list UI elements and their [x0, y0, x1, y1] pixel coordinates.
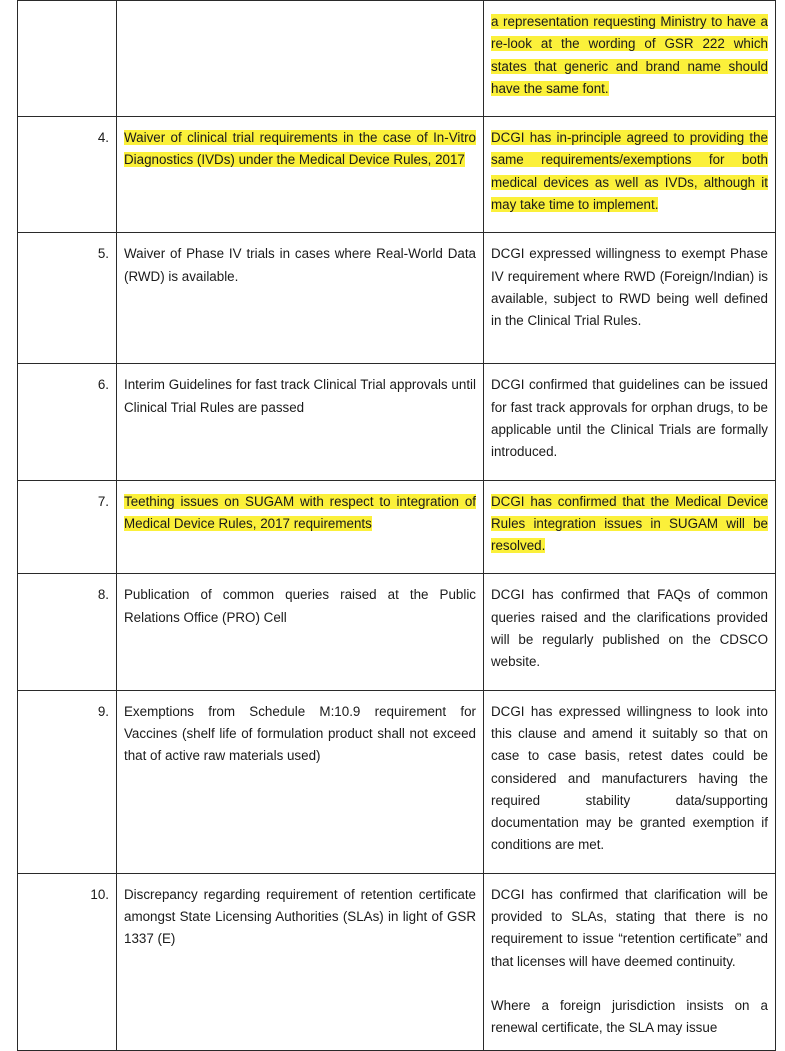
response-cell [484, 1, 776, 117]
table-row [18, 117, 776, 233]
table-row [18, 233, 776, 364]
table-row [18, 364, 776, 480]
response-cell: DCGI expressed willingness to exempt Phase IV requirement where RWD (Foreign/Indian) is available, subject to RWD being well defined in the Clinical Trial Rules. [484, 233, 776, 364]
row-number: 6. [18, 364, 117, 480]
response-cell [484, 117, 776, 233]
table-row [18, 690, 776, 873]
row-number: 4. [18, 117, 117, 233]
table-row [18, 480, 776, 574]
table-row [18, 574, 776, 690]
issue-cell [117, 117, 484, 233]
highlighted-text: a representation requesting Ministry to have a re-look at the wording of GSR 222 which states that generic and brand name should have the same font. [491, 14, 768, 96]
response-paragraph-2: Where a foreign jurisdiction insists on a renewal certificate, the SLA may issue [491, 997, 768, 1036]
highlighted-text: DCGI has in-principle agreed to providing the same requirements/exemptions for both medical devices as well as IVDs, although it may take time to implement. [491, 130, 768, 213]
issue-cell: Waiver of Phase IV trials in cases where Real-World Data (RWD) is available. [117, 233, 484, 364]
row-number: 7. [18, 480, 117, 574]
table-row [18, 1, 776, 117]
row-number: 5. [18, 233, 117, 364]
highlighted-text: Teething issues on SUGAM with respect to integration of Medical Device Rules, 2017 requirements [124, 493, 476, 531]
issue-cell: Discrepancy regarding requirement of retention certificate amongst State Licensing Authorities (SLAs) in light of GSR 1337 (E) [117, 873, 484, 1050]
highlighted-text: DCGI has confirmed that the Medical Device Rules integration issues in SUGAM will be resolved. [491, 493, 768, 554]
response-cell: DCGI has expressed willingness to look into this clause and amend it suitably so that on case to case basis, retest dates could be considered and manufacturers having the required stability data/supporting documentation may be granted exemption if conditions are met. [484, 690, 776, 873]
issue-cell [117, 480, 484, 574]
highlighted-text: Waiver of clinical trial requirements in the case of In-Vitro Diagnostics (IVDs) under the Medical Device Rules, 2017 [124, 130, 476, 168]
issue-cell: Exemptions from Schedule M:10.9 requirement for Vaccines (shelf life of formulation product shall not exceed that of active raw materials used) [117, 690, 484, 873]
response-cell: DCGI confirmed that guidelines can be issued for fast track approvals for orphan drugs, to be applicable until the Clinical Trials are formally introduced. [484, 364, 776, 480]
response-cell: DCGI has confirmed that clarification will be provided to SLAs, stating that there is no requirement to issue “retention certificate” and that licenses will have deemed continuity. Where a foreign jurisdiction insists on a renewal certificate, the SLA may issue [484, 873, 776, 1050]
issue-cell: Publication of common queries raised at the Public Relations Office (PRO) Cell [117, 574, 484, 690]
response-cell: DCGI has confirmed that FAQs of common queries raised and the clarifications provided will be regularly published on the CDSCO website. [484, 574, 776, 690]
row-number: 9. [18, 690, 117, 873]
row-number [18, 1, 117, 117]
minutes-table [17, 0, 776, 1051]
row-number: 10. [18, 873, 117, 1050]
issue-cell: Interim Guidelines for fast track Clinical Trial approvals until Clinical Trial Rules are passed [117, 364, 484, 480]
response-cell [484, 480, 776, 574]
row-number: 8. [18, 574, 117, 690]
issue-cell [117, 1, 484, 117]
